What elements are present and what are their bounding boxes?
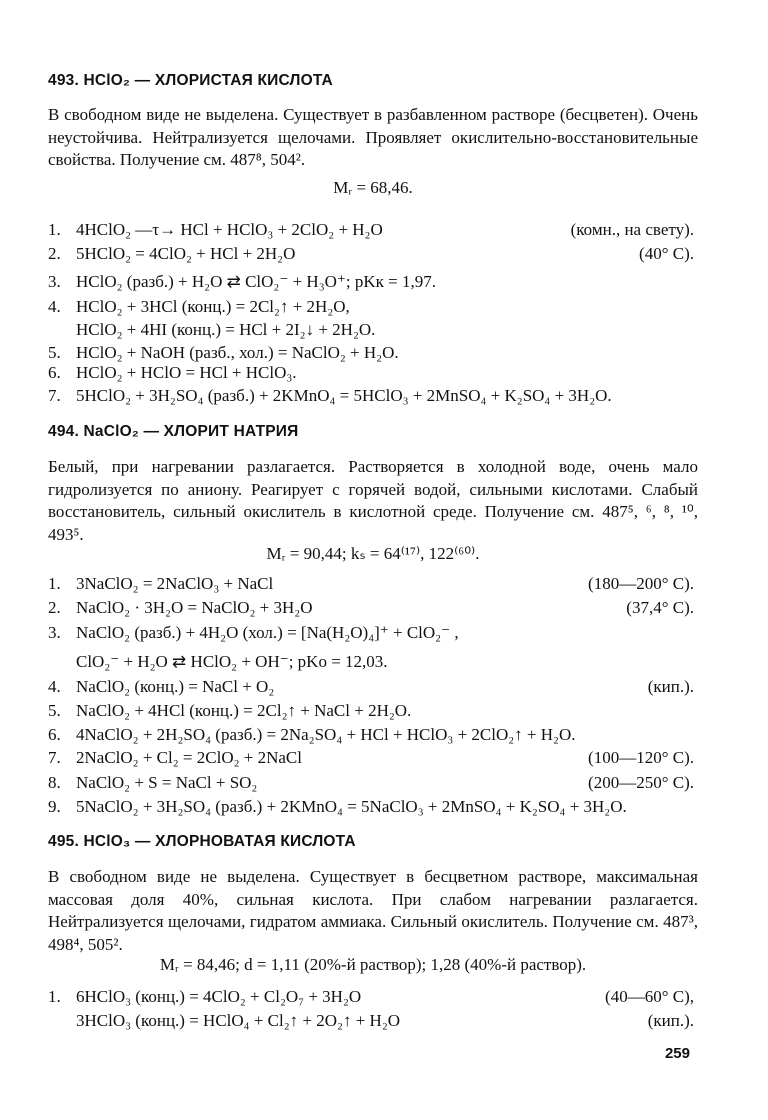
reaction-number: 8.	[48, 773, 61, 792]
reaction-line	[48, 725, 694, 749]
section-description-495: В свободном виде не выделена. Существует в бесцветном растворе, максимальная массовая доля 40%, сильная кислота. При слабом нагревании разлагается. Нейтрализуется щелочами, гидратом аммиака. Сильный окислитель. Получение см. 487³, 498⁴, 505².	[48, 867, 698, 954]
reaction-number: 6.	[48, 725, 61, 744]
section-constants-494: Mᵣ = 90,44; kₛ = 64⁽¹⁷⁾, 122⁽⁶⁰⁾.	[266, 544, 480, 563]
reaction-equation: HClO₂ + HClO = HCl + HClO₃.	[76, 363, 297, 382]
reaction-number: 1.	[48, 987, 61, 1006]
reaction-equation: HClO₂ + 3HCl (конц.) = 2Cl₂↑ + 2H₂O,	[76, 297, 350, 316]
reaction-line	[48, 244, 694, 268]
reaction-number: 7.	[48, 386, 61, 405]
reaction-condition: (кип.).	[647, 677, 694, 696]
reaction-condition: (100—120° C).	[588, 748, 694, 767]
reaction-equation: 5HClO₂ + 3H₂SO₄ (разб.) + 2KMnO₄ = 5HClO₃ + 2MnSO₄ + K₂SO₄ + 3H₂O.	[76, 386, 612, 405]
reaction-equation: HClO₂ + NaOH (разб., хол.) = NaClO₂ + H₂O.	[76, 343, 399, 362]
reaction-line	[48, 748, 694, 772]
reaction-line	[48, 574, 694, 598]
reaction-equation: NaClO₂ (разб.) + 4H₂O (хол.) = [Na(H₂O)₄]⁺ + ClO₂⁻ ,	[76, 623, 459, 642]
reaction-line	[48, 297, 694, 321]
reaction-number: 1.	[48, 574, 61, 593]
reaction-line	[48, 623, 694, 647]
reaction-equation: 6HClO₃ (конц.) = 4ClO₂ + Cl₂O₇ + 3H₂O	[76, 987, 362, 1006]
reaction-number: 1.	[48, 220, 61, 239]
reaction-condition: (180—200° C).	[588, 574, 694, 593]
reaction-condition: (40—60° C),	[605, 987, 694, 1006]
reaction-line	[48, 701, 694, 725]
section-constants-495: Mᵣ = 84,46; d = 1,11 (20%-й раствор); 1,28 (40%-й раствор).	[159, 955, 587, 974]
section-heading-494: 494. NaClO₂ — ХЛОРИТ НАТРИЯ	[48, 423, 299, 440]
reaction-number: 7.	[48, 748, 61, 767]
reaction-equation: NaClO₂ · 3H₂O = NaClO₂ + 3H₂O	[76, 598, 313, 617]
section-description-493: В свободном виде не выделена. Существует в разбавленном растворе (бесцветен). Очень неустойчива. Нейтрализуется щелочами. Проявляет окислительно-восстановительные свойства. Получение см. 487⁸, 504².	[48, 105, 698, 169]
reaction-number: 6.	[48, 363, 61, 382]
section-constants-493: Mᵣ = 68,46.	[333, 178, 413, 197]
reaction-equation: NaClO₂ (конц.) = NaCl + O₂	[76, 677, 275, 696]
reaction-equation: 4NaClO₂ + 2H₂SO₄ (разб.) = 2Na₂SO₄ + HCl + HClO₃ + 2ClO₂↑ + H₂O.	[76, 725, 576, 744]
reaction-equation: ClO₂⁻ + H₂O ⇄ HClO₂ + OH⁻; pKо = 12,03.	[76, 652, 388, 671]
reaction-condition: (комн., на свету).	[570, 220, 694, 239]
reaction-equation: NaClO₂ + S = NaCl + SO₂	[76, 773, 258, 792]
reaction-equation: 3NaClO₂ = 2NaClO₃ + NaCl	[76, 574, 274, 593]
reaction-equation: HClO₂ (разб.) + H₂O ⇄ ClO₂⁻ + H₃O⁺; pKк = 1,97.	[76, 272, 436, 291]
reaction-number: 5.	[48, 701, 61, 720]
reaction-line	[48, 386, 694, 410]
reaction-number: 3.	[48, 272, 61, 291]
reaction-line	[48, 320, 694, 344]
reaction-line	[48, 598, 694, 622]
section-heading-495: 495. HClO₃ — ХЛОРНОВАТАЯ КИСЛОТА	[48, 833, 356, 850]
section-description-494: Белый, при нагревании разлагается. Растворяется в холодной воде, очень мало гидролизуется по аниону. Реагирует с горячей водой, сильными кислотами. Слабый восстановитель, сильный окислитель в кислотной среде. Получение см. 487⁵, ⁶, ⁸, ¹⁰, 493⁵.	[48, 457, 698, 544]
reaction-line	[48, 773, 694, 797]
reaction-equation: 4HClO₂ —τ→ HCl + HClO₃ + 2ClO₂ + H₂O	[76, 220, 383, 239]
reaction-number: 2.	[48, 598, 61, 617]
reaction-line	[48, 652, 694, 676]
reaction-number: 9.	[48, 797, 61, 816]
reaction-condition: (37,4° C).	[626, 598, 694, 617]
reaction-line	[48, 272, 694, 296]
reaction-line	[48, 363, 694, 387]
page-number: 259	[664, 1045, 690, 1062]
reaction-number: 4.	[48, 297, 61, 316]
reaction-equation: 2NaClO₂ + Cl₂ = 2ClO₂ + 2NaCl	[76, 748, 302, 767]
reaction-equation: 5HClO₂ = 4ClO₂ + HCl + 2H₂O	[76, 244, 296, 263]
reaction-line	[48, 987, 694, 1011]
reaction-condition: (40° C).	[639, 244, 694, 263]
reaction-equation: 3HClO₃ (конц.) = HClO₄ + Cl₂↑ + 2O₂↑ + H₂O	[76, 1011, 401, 1030]
section-heading-493: 493. HClO₂ — ХЛОРИСТАЯ КИСЛОТА	[48, 72, 333, 89]
reaction-equation: HClO₂ + 4HI (конц.) = HCl + 2I₂↓ + 2H₂O.	[76, 320, 376, 339]
reaction-condition: (200—250° C).	[588, 773, 694, 792]
reaction-number: 4.	[48, 677, 61, 696]
reaction-equation: 5NaClO₂ + 3H₂SO₄ (разб.) + 2KMnO₄ = 5NaClO₃ + 2MnSO₄ + K₂SO₄ + 3H₂O.	[76, 797, 627, 816]
reaction-equation: NaClO₂ + 4HCl (конц.) = 2Cl₂↑ + NaCl + 2H₂O.	[76, 701, 412, 720]
reaction-number: 2.	[48, 244, 61, 263]
reaction-number: 5.	[48, 343, 61, 362]
reaction-number: 3.	[48, 623, 61, 642]
reaction-line	[48, 1011, 694, 1035]
reaction-line	[48, 220, 694, 244]
reaction-line	[48, 797, 694, 821]
reaction-condition: (кип.).	[647, 1011, 694, 1030]
reaction-line	[48, 677, 694, 701]
